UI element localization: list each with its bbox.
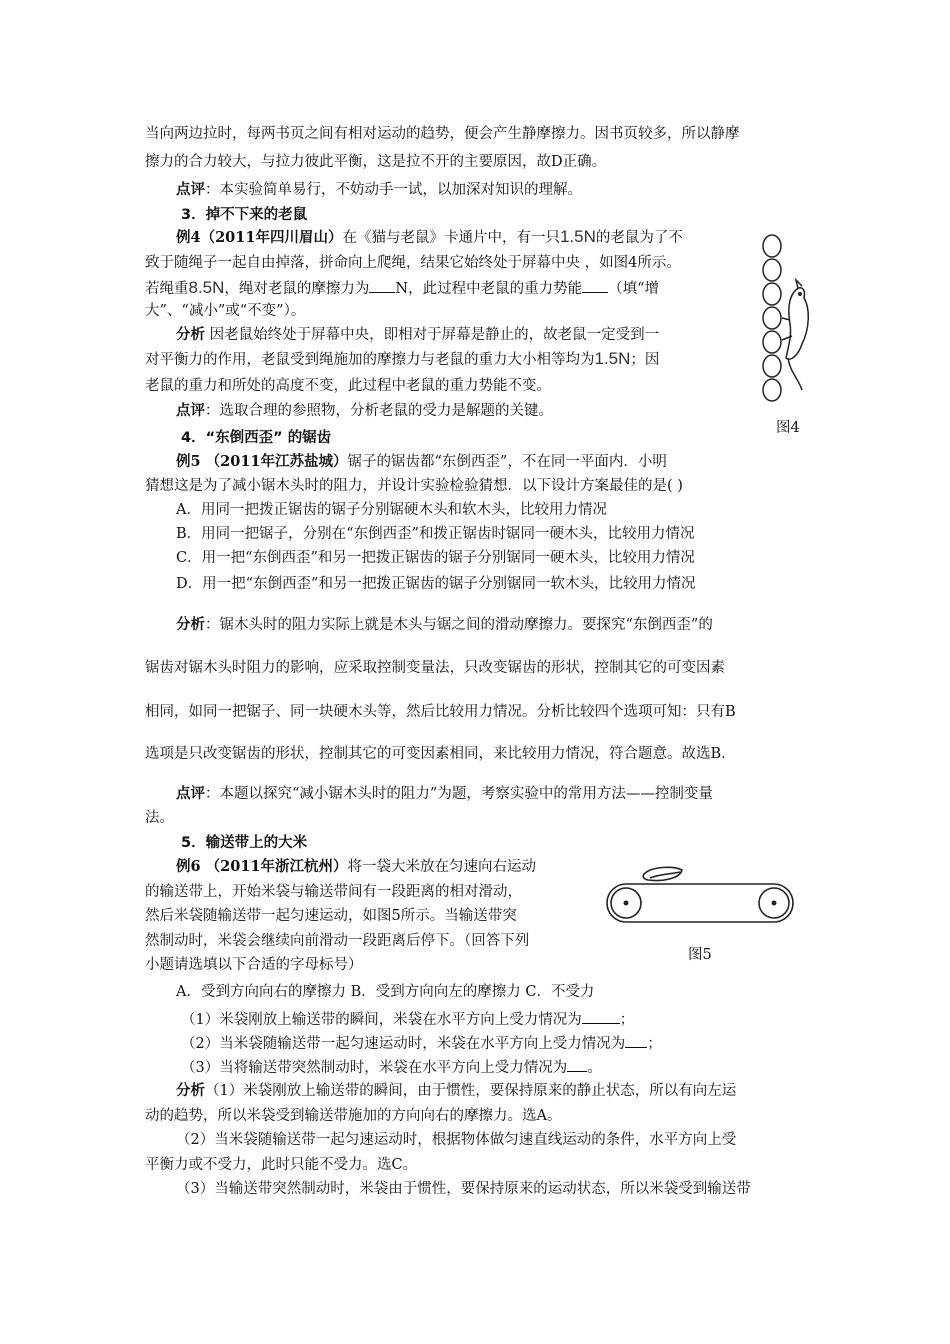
example-label: 例4（2011年四川眉山） — [176, 229, 343, 246]
section-title: 5．输送带上的大米 — [181, 835, 308, 851]
paragraph-line: 小题请选填以下合适的字母标号） — [145, 957, 363, 973]
comment-line: 法。 — [145, 810, 174, 826]
analysis-line: 对平衡力的作用，老鼠受到绳施加的摩擦力与老鼠的重力大小相等均为1.5N；因 — [145, 349, 660, 368]
analysis-line: （3）当输送带突然制动时，米袋由于惯性，要保持原来的运动状态，所以米袋受到输送带 — [176, 1181, 751, 1197]
analysis-line: 老鼠的重力和所处的高度不变，此过程中老鼠的重力势能不变。 — [145, 378, 551, 394]
analysis-line: 分析（1）米袋刚放上输送带的瞬间，由于惯性，要保持原来的静止状态，所以有向左运 — [176, 1082, 737, 1099]
figure-caption: 图5 — [688, 947, 712, 963]
rope-weight: 8.5N — [188, 278, 225, 297]
comment-line: 点评：本题以探究“减小锯木头时的阻力”为题，考察实验中的常用方法——控制变量 — [176, 785, 713, 802]
answer-blank[interactable] — [567, 1056, 587, 1072]
paragraph-line: 擦力的合力较大，与拉力彼此平衡，这是拉不开的主要原因，故D正确。 — [145, 154, 607, 170]
options-line: A．受到方向向右的摩擦力 B．受到方向向左的摩擦力 C．不受力 — [176, 984, 595, 1000]
conveyor-belt-figure — [604, 862, 800, 932]
analysis-line: 动的趋势，所以米袋受到输送带施加的方向向右的摩擦力。选A。 — [145, 1108, 562, 1124]
example-line: 例4（2011年四川眉山）在《猫与老鼠》卡通片中，有一只1.5N的老鼠为了不 — [176, 227, 683, 246]
paragraph-line: 然后米袋随输送带一起匀速运动，如图5所示。当输送带突 — [145, 908, 517, 924]
analysis-line: 分析：锯木头时的阻力实际上就是木头与锯之间的滑动摩擦力。要探究“东倒西歪”的 — [176, 616, 713, 633]
comment-line: 点评：选取合理的参照物，分析老鼠的受力是解题的关键。 — [176, 402, 553, 419]
question-line: （3）当将输送带突然制动时，米袋在水平方向上受力情况为 。 — [181, 1056, 602, 1078]
question-line: 若绳重8.5N，绳对老鼠的摩擦力为 N，此过程中老鼠的重力势能 （填“增 — [145, 278, 660, 297]
analysis-line: 选项是只改变锯齿的形状，控制其它的可变因素相同，来比较用力情况，符合题意。故选B． — [145, 746, 736, 762]
analysis-label: 分析 — [176, 1082, 205, 1099]
comment-label: 点评 — [176, 402, 205, 419]
option-c: C．用一把“东倒西歪”和另一把拨正锯齿的锯子分别锯同一硬木头，比较用力情况 — [176, 550, 695, 566]
option-d: D．用一把“东倒西歪”和另一把拨正锯齿的锯子分别锯同一软木头，比较用力情况 — [176, 576, 696, 592]
paragraph-line: 大”、“减小”或“不变”）。 — [145, 303, 306, 319]
comment-line — [176, 180, 582, 200]
question-line: （1）米袋刚放上输送带的瞬间，米袋在水平方向上受力情况为 ； — [181, 1008, 634, 1030]
example-line: 例5 （2011年江苏盐城）锯子的锯齿都“东倒西歪”，不在同一平面内．小明 — [176, 453, 667, 470]
analysis-line: 相同，如同一把锯子、同一块硬木头等，然后比较用力情况。分析比较四个选项可知：只有B — [145, 704, 736, 720]
rope-mouse-figure — [758, 232, 820, 412]
paragraph-line: 猜想这是为了减小锯木头时的阻力，并设计实验检验猜想．以下设计方案最佳的是( ) — [145, 478, 683, 494]
friction-value: 1.5N — [594, 349, 631, 368]
analysis-line: 锯齿对锯木头时阻力的影响，应采取控制变量法，只改变锯齿的形状，控制其它的可变因素 — [145, 660, 725, 676]
paragraph-line: 的输送带上，开始米袋与输送带间有一段距离的相对滑动， — [145, 884, 522, 900]
paragraph-line: 当向两边拉时，每两书页之间有相对运动的趋势，便会产生静摩擦力。因书页较多，所以静摩 — [145, 126, 740, 142]
option-b: B．用同一把锯子，分别在“东倒西歪”和拨正锯齿时锯同一硬木头，比较用力情况 — [176, 526, 695, 542]
example-line: 例6 （2011年浙江杭州）将一袋大米放在匀速向右运动 — [176, 858, 536, 875]
question-line: （2）当米袋随输送带一起匀速运动时，米袋在水平方向上受力情况为 ； — [181, 1032, 662, 1054]
mouse-weight: 1.5N — [559, 227, 596, 246]
comment-text: ：本实验简单易行，不妨动手一试，以加深对知识的理解。 — [205, 182, 582, 198]
analysis-line: （2）当米袋随输送带一起匀速运动时，根据物体做匀速直线运动的条件，水平方向上受 — [176, 1132, 737, 1148]
analysis-label: 分析 — [176, 616, 205, 633]
answer-blank[interactable] — [369, 277, 395, 293]
paragraph-line: 然制动时，米袋会继续向前滑动一段距离后停下。（回答下列 — [145, 933, 530, 949]
example-label: 例6 （2011年浙江杭州） — [176, 858, 348, 875]
example-label: 例5 （2011年江苏盐城） — [176, 453, 348, 470]
comment-label: 点评 — [176, 181, 205, 198]
paragraph-line: 致于随绳子一起自由掉落，拼命向上爬绳，结果它始终处于屏幕中央 ，如图4所示。 — [145, 255, 681, 271]
answer-blank[interactable] — [625, 1032, 647, 1048]
answer-blank[interactable] — [582, 277, 608, 293]
answer-blank[interactable] — [582, 1008, 620, 1024]
section-title: 3．掉不下来的老鼠 — [181, 207, 308, 223]
figure-caption: 图4 — [776, 420, 800, 436]
section-title: 4．“东倒西歪” 的锯齿 — [181, 430, 332, 446]
analysis-line: 分析 因老鼠始终处于屏幕中央，即相对于屏幕是静止的，故老鼠一定受到一 — [176, 326, 660, 343]
analysis-line: 平衡力或不受力，此时只能不受力。选C。 — [145, 1157, 418, 1173]
comment-label: 点评 — [176, 785, 205, 802]
option-a: A．用同一把拨正锯齿的锯子分别锯硬木头和软木头，比较用力情况 — [176, 502, 607, 518]
analysis-label: 分析 — [176, 326, 205, 343]
